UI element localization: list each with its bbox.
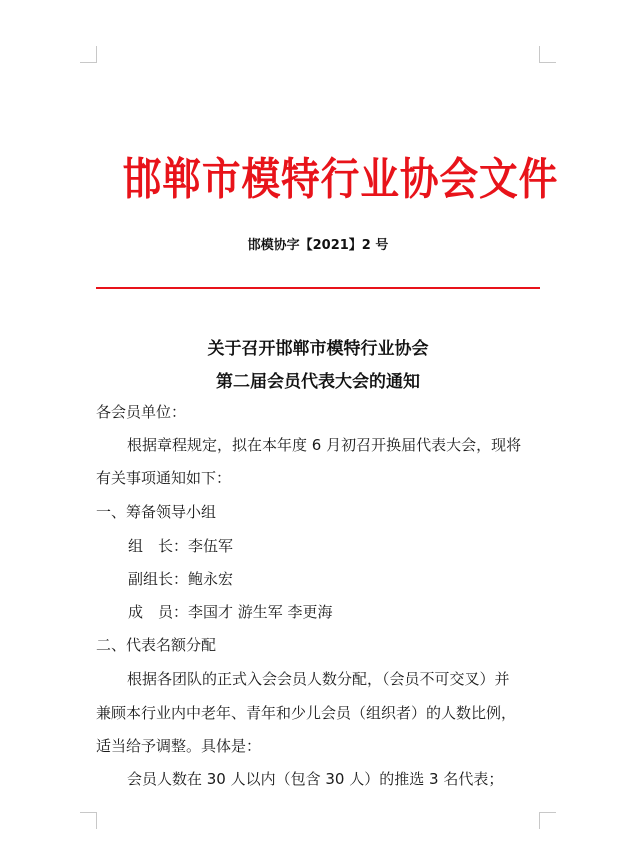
notice-title-line-2: 第二届会员代表大会的通知 xyxy=(216,372,420,392)
salutation: 各会员单位： xyxy=(96,403,187,421)
document-number: 邯模协字【2021】2 号 xyxy=(247,238,389,253)
allocation-line-1: 根据各团队的正式入会会员人数分配，（会员不可交叉）并 xyxy=(127,670,510,688)
allocation-line-2: 兼顾本行业内中老年、青年和少儿会员（组织者）的人数比例， xyxy=(96,704,517,722)
allocation-rule-line-1: 会员人数在 30 人以内（包含 30 人）的推选 3 名代表； xyxy=(127,770,504,788)
notice-title-line-1: 关于召开邯郸市模特行业协会 xyxy=(207,339,429,359)
crop-mark-bottom-left xyxy=(80,812,97,829)
deputy-leader-line: 副组长：鲍永宏 xyxy=(128,570,234,588)
members-line: 成 员：李国才 游生军 李更海 xyxy=(128,603,333,621)
crop-mark-top-left xyxy=(80,46,97,63)
masthead-title: 邯郸市模特行业协会文件 xyxy=(122,154,559,205)
leader-line: 组 长：李伍军 xyxy=(128,537,234,555)
section-2-heading: 二、代表名额分配 xyxy=(96,636,217,654)
section-1-heading: 一、筹备领导小组 xyxy=(96,503,217,521)
crop-mark-bottom-right xyxy=(539,812,556,829)
intro-line-2: 有关事项通知如下： xyxy=(96,469,232,487)
allocation-line-3: 适当给予调整。具体是： xyxy=(96,737,262,755)
crop-mark-top-right xyxy=(539,46,556,63)
red-divider-line xyxy=(96,287,540,289)
intro-line-1: 根据章程规定，拟在本年度 6 月初召开换届代表大会，现将 xyxy=(127,436,522,454)
